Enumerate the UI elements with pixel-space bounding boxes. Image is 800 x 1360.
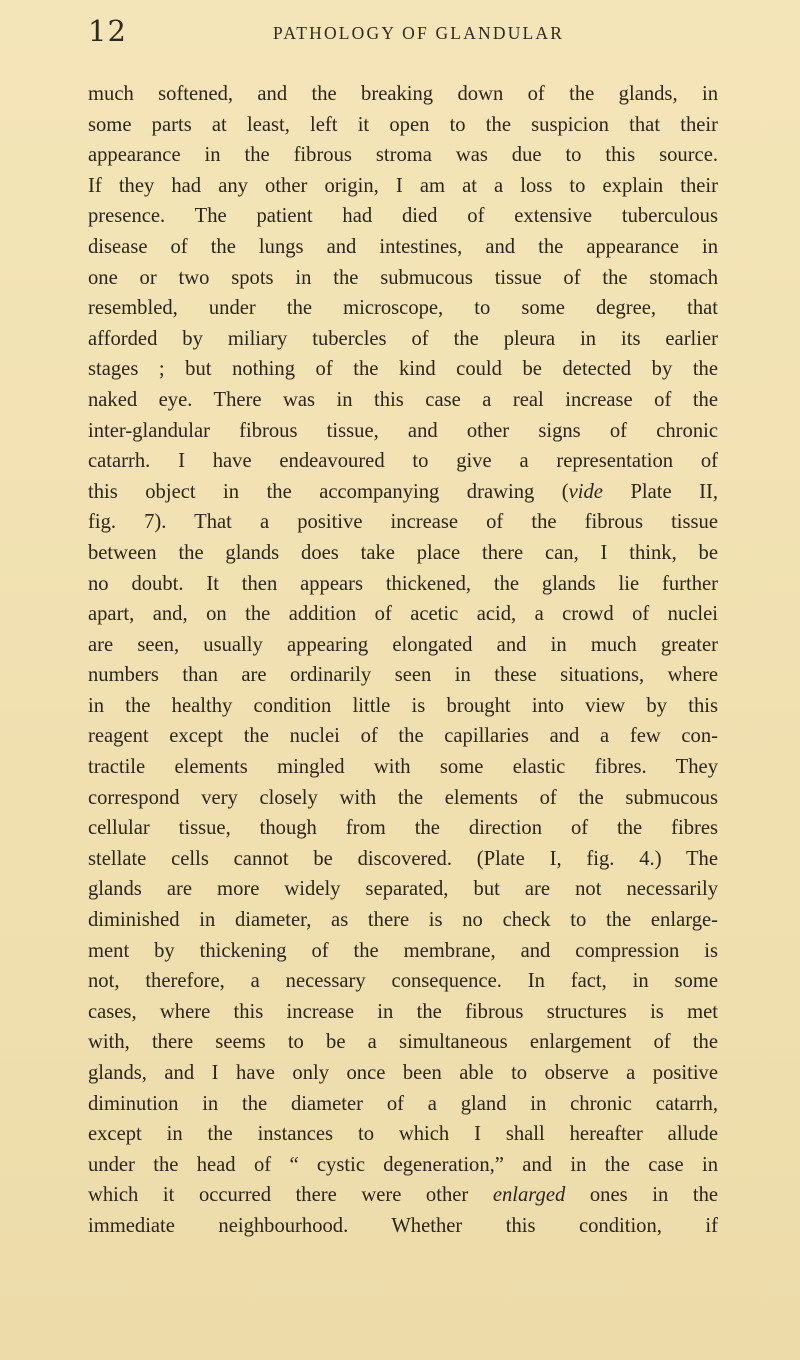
text-line: in the healthy condition little is brought into view by this [88, 694, 718, 717]
text-line: except in the instances to which I shall hereafter allude [88, 1123, 718, 1146]
text-line: some parts at least, left it open to the suspicion that their [88, 113, 718, 136]
text-line: apart, and, on the addition of acetic acid, a crowd of nuclei [88, 603, 718, 626]
text-line: one or two spots in the submucous tissue of the stomach [88, 266, 718, 289]
text-line: disease of the lungs and intestines, and the appearance in [88, 235, 718, 258]
text-line: numbers than are ordinarily seen in these situations, where [88, 664, 718, 687]
text-line: cellular tissue, though from the direction of the fibres [88, 817, 718, 840]
text-line: inter-glandular fibrous tissue, and other signs of chronic [88, 419, 718, 442]
text-line: resembled, under the microscope, to some degree, that [88, 297, 718, 320]
text-line: diminution in the diameter of a gland in chronic catarrh, [88, 1092, 718, 1115]
text-line: tractile elements mingled with some elastic fibres. They [88, 756, 718, 779]
text-line: reagent except the nuclei of the capillaries and a few con- [88, 725, 718, 748]
text-line: catarrh. I have endeavoured to give a representation of [88, 450, 718, 473]
text-line: not, therefore, a necessary consequence. In fact, in some [88, 970, 718, 993]
text-line-with-italic: this object in the accompanying drawing (vide Plate II, [88, 480, 718, 503]
text-line: ment by thickening of the membrane, and compression is [88, 939, 718, 962]
text-line: stellate cells cannot be discovered. (Plate I, fig. 4.) The [88, 847, 718, 870]
page-header [88, 14, 716, 50]
body-text [88, 79, 718, 1242]
text-line: presence. The patient had died of extensive tuberculous [88, 205, 718, 228]
text-line: under the head of “ cystic degeneration,” and in the case in [88, 1153, 718, 1176]
text-line: immediate neighbourhood. Whether this condition, if [88, 1214, 718, 1237]
text-line: afforded by miliary tubercles of the pleura in its earlier [88, 327, 718, 350]
text-line: appearance in the fibrous stroma was due to this source. [88, 144, 718, 167]
italic-word: vide [568, 480, 603, 503]
text-line: cases, where this increase in the fibrous structures is met [88, 1000, 718, 1023]
text-line: diminished in diameter, as there is no check to the enlarge- [88, 909, 718, 932]
text-line: fig. 7). That a positive increase of the fibrous tissue [88, 511, 718, 534]
running-head: PATHOLOGY OF GLANDULAR [273, 23, 565, 43]
text-line: stages ; but nothing of the kind could be detected by the [88, 358, 718, 381]
text-line: glands, and I have only once been able to observe a positive [88, 1062, 718, 1084]
text-line: much softened, and the breaking down of the glands, in [88, 83, 718, 105]
text-line: If they had any other origin, I am at a loss to explain their [88, 174, 718, 197]
text-line: naked eye. There was in this case a real increase of the [88, 388, 718, 411]
page-number: 12 [88, 14, 127, 48]
italic-word: enlarged [492, 1184, 566, 1207]
text-line: between the glands does take place there can, I think, be [88, 541, 718, 564]
text-line: correspond very closely with the elements of the submucous [88, 786, 718, 809]
text-line: are seen, usually appearing elongated and in much greater [88, 633, 718, 656]
text-line: with, there seems to be a simultaneous enlargement of the [88, 1031, 718, 1054]
text-line: no doubt. It then appears thickened, the glands lie further [88, 572, 718, 595]
text-line-with-italic: which it occurred there were other enlarged ones in the [88, 1184, 719, 1207]
text-line: glands are more widely separated, but are not necessarily [88, 878, 718, 901]
